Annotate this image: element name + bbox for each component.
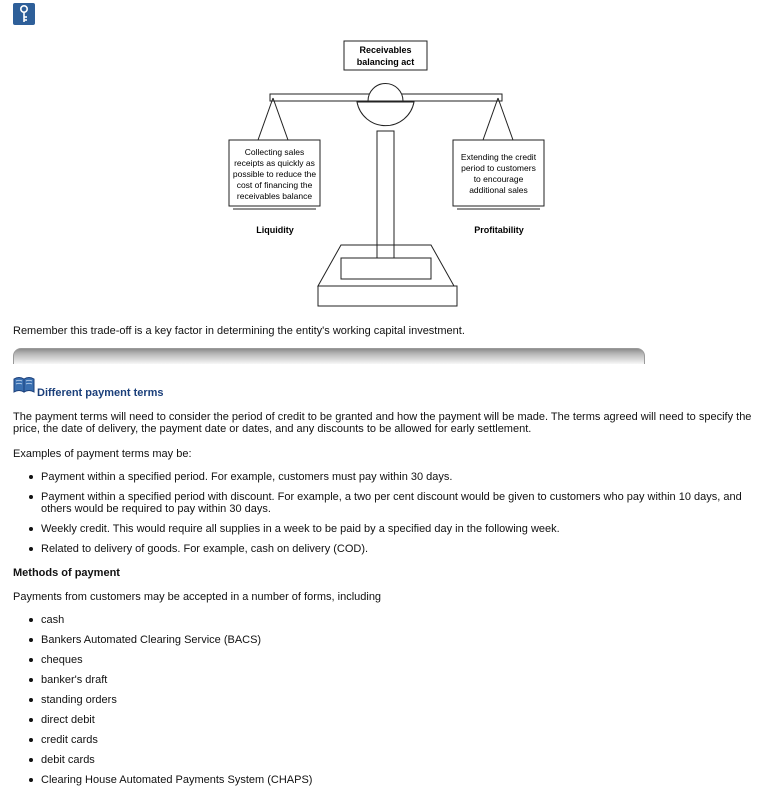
liquidity-label: Liquidity — [256, 225, 294, 235]
left-box-line-5: receivables balance — [236, 191, 313, 201]
right-box-line-3: to encourage — [473, 174, 524, 184]
left-box-line-1: Collecting sales — [244, 147, 305, 157]
list-item: Related to delivery of goods. For example, cash on delivery (COD). — [13, 543, 758, 555]
left-box-line-4: cost of financing the — [236, 180, 313, 190]
list-item: Clearing House Automated Payments System (CHAPS) — [13, 774, 758, 786]
list-item: Bankers Automated Clearing Service (BACS) — [13, 634, 758, 646]
profitability-label: Profitability — [474, 225, 524, 235]
methods-heading: Methods of payment — [13, 567, 120, 579]
payment-terms-list — [13, 471, 758, 555]
payment-methods-list — [13, 614, 758, 786]
list-item: debit cards — [13, 754, 758, 766]
list-item: Payment within a specified period. For example, customers must pay within 30 days. — [13, 471, 758, 483]
right-box-line-4: additional sales — [469, 185, 528, 195]
list-item: cheques — [13, 654, 758, 666]
section-title: Different payment terms — [37, 387, 164, 399]
intro-text: Remember this trade-off is a key factor in determining the entity's working capital investment. — [13, 325, 465, 337]
list-item: banker's draft — [13, 674, 758, 686]
receivables-balance-diagram — [210, 38, 570, 310]
right-box-line-2: period to customers — [461, 163, 536, 173]
examples-intro: Examples of payment terms may be: — [13, 448, 192, 460]
payment-terms-paragraph: The payment terms will need to consider the period of credit to be granted and how the payment will be made. The terms agreed will need to specify the price, the date of delivery, the payment date or dates, and any discounts to be allowed for early settlement. — [13, 411, 752, 435]
list-item: direct debit — [13, 714, 758, 726]
list-item: Weekly credit. This would require all supplies in a week to be paid by a specified day in the following week. — [13, 523, 758, 535]
key-icon[interactable] — [13, 3, 35, 25]
list-item: Payment within a specified period with discount. For example, a two per cent discount would be given to customers who pay within 10 days, and others would be required to pay within 30 days. — [13, 491, 758, 515]
section-divider-bar — [13, 348, 645, 364]
diagram-top-label-1: Receivables — [359, 45, 412, 55]
list-item: cash — [13, 614, 758, 626]
left-box-line-2: receipts as quickly as — [234, 158, 315, 168]
diagram-top-label-2: balancing act — [356, 57, 415, 67]
book-icon — [13, 376, 35, 394]
left-box-line-3: possible to reduce the — [232, 169, 317, 179]
methods-intro: Payments from customers may be accepted in a number of forms, including — [13, 591, 382, 603]
list-item: credit cards — [13, 734, 758, 746]
right-box-line-1: Extending the credit — [460, 152, 537, 162]
list-item: standing orders — [13, 694, 758, 706]
